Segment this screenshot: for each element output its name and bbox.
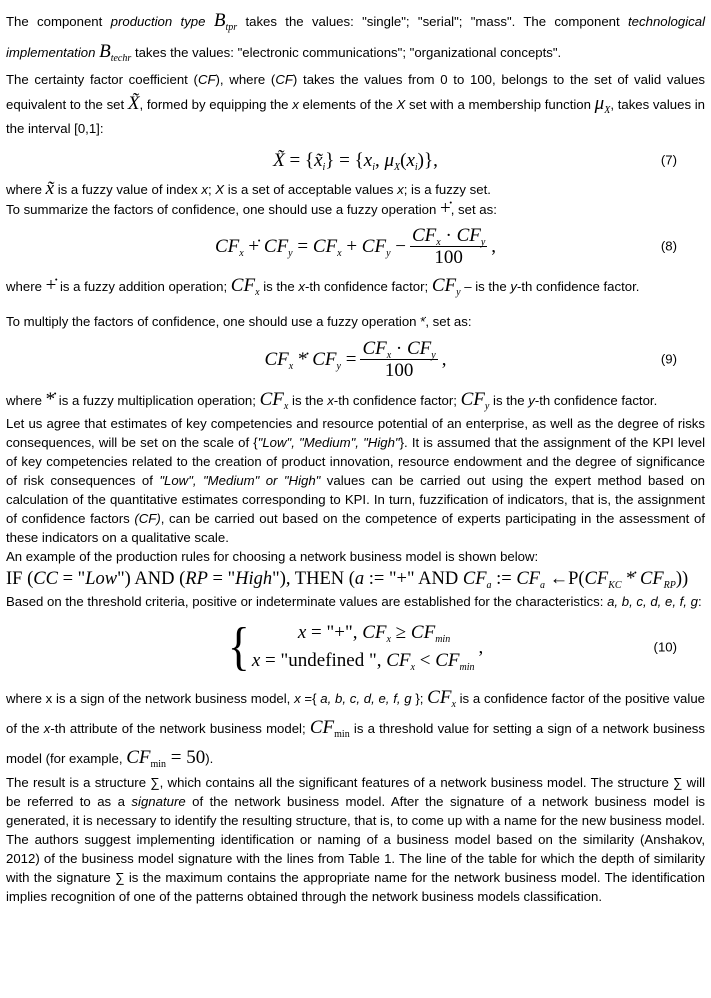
paragraph-production-type: The component production type $B_{tpr}$ takes the values: "single"; "serial"; "mass". The component technological implementation $B_{techr}$ takes the values: "electronic communications"; "organizational concepts". xyxy=(6,10,705,64)
equation-9-fraction: $\frac{CF_x \cdot CF_y}{100}$ xyxy=(362,337,436,381)
paragraph-production-rules: An example of the production rules for choosing a network business model is shown below: xyxy=(6,549,539,564)
paragraph-sign: where x is a sign of the network business model, x ={ a, b, c, d, e, f, g }; $CF_x$ is a confidence factor of the positive value of the x-th attribute of the network business model; $CF_{min}$ is a threshold value for setting a sign of a network business model (for example, $CF_{min} = 50$). xyxy=(6,687,705,770)
equation-8-fraction: $\frac{CF_x \cdot CF_y}{100}$ xyxy=(412,224,486,268)
symbol-x-tilde: X̃ xyxy=(127,93,140,114)
equation-8: $CF_x$ +̇ $CF_y = CF_x + CF_y$ − $\frac{CF_x \cdot CF_y}{100}$ , (8) xyxy=(214,224,677,268)
paragraph-multiply: To multiply the factors of confidence, one should use a fuzzy operation *̇, set as: xyxy=(6,314,472,329)
symbol-mu-x: $\mu_X$ xyxy=(594,93,611,116)
equation-8-body: $CF_x$ +̇ $CF_y = CF_x + CF_y$ − xyxy=(214,235,406,259)
equation-10-system: { x = "+", $CF_x \ge CF_{min}$ x = "undefined ", $CF_x < CF_{min}$ , xyxy=(227,617,484,676)
equation-7-body: X̃ = $\{x̃_i\} = \{x_i$, $\mu_X(x_i)$}, xyxy=(273,149,438,173)
paragraph-threshold: Based on the threshold criteria, positive or indeterminate values are established for the characteristics: a, b, c, d, e, f, g: xyxy=(6,594,702,609)
fuzzy-multiplication-icon: *̇ xyxy=(420,314,426,329)
paragraph-fuzzy-multiplication: where *̇ is a fuzzy multiplication operation; $CF_x$ is the x-th confidence factor; $CF_y$ is the y-th confidence factor. xyxy=(6,389,658,412)
paragraph-estimates: Let us agree that estimates of key competencies and resource potential of an enterprise, as well as the degree of risks consequences, will be set on the scale of {"Low", "Medium", "High"}. It is assumed that the assignment of the KPI level of key competencies related to the creation of product innovation, resource endowment and the degree of significance of risk consequences of "Low", "Medium" or "High" values can be carried out using the expert method based on calculation of the quantitative estimates corresponding to KPI. In turn, fuzzification of indicators, that is, the assignment of confidence factors (CF), can be carried out based on the competence of experts participating in the assessment of these indicators on a qualitative scale. xyxy=(6,416,706,545)
equation-9-number: (9) xyxy=(660,351,677,367)
symbol-b-tpr: $B_{tpr}$ xyxy=(213,10,238,33)
paragraph-certainty-factor: The certainty factor coefficient (CF), where (CF) takes the values from 0 to 100, belongs to the set of valid values equivalent to the set X̃, formed by equipping the x elements of the X set with a membership function $\mu_X$, takes values in the interval [0,1]: xyxy=(6,72,706,136)
paragraph-fuzzy-value: where x̃ is a fuzzy value of index x; X is a set of acceptable values x; is a fuzzy set. xyxy=(6,178,491,199)
production-rule: IF (CC = "Low") AND (RP = "High"), THEN (a := "+" AND $CF_a$ := $CF_a$ $\leftarrow P(CF_{KC}$ *̇ $CF_{RP}$)) xyxy=(6,569,689,591)
symbol-b-techr: $B_{techr}$ xyxy=(99,41,132,64)
fuzzy-addition-icon: +̇ xyxy=(439,198,451,219)
equation-7-number: (7) xyxy=(660,152,677,168)
equation-9: $CF_x$ *̇ $CF_y$ = $\frac{CF_x \cdot CF_y}{100}$ , (9) xyxy=(264,337,677,381)
equation-9-body: $CF_x$ *̇ $CF_y$ = xyxy=(264,348,357,372)
paragraph-fuzzy-addition: where +̇ is a fuzzy addition operation; $CF_x$ is the x-th confidence factor; $CF_y$ – is the y-th confidence factor. xyxy=(6,275,640,298)
equation-10 xyxy=(6,611,705,683)
equation-10-number: (10) xyxy=(653,639,677,655)
paragraph-summarize: To summarize the factors of confidence, one should use a fuzzy operation +̇, set as: xyxy=(6,198,497,219)
equation-7 xyxy=(6,141,705,179)
equation-8-number: (8) xyxy=(660,238,677,254)
paragraph-signature: The result is a structure ∑, which contains all the significant features of a network business model. The structure ∑ will be referred to as a signature of the network business model. After the signature of a network business model is generated, it is necessary to identify the resulting structure, that is, to come up with a name for the new business model. The authors suggest implementing identification or naming of a business model based on the similarity (Anshakov, 2012) of the business model signature with the lines from Table 1. The line of the table for which the depth of similarity with the signature ∑ is the maximum contains the appropriate name for the network business model. The identification implies recognition of one of the patterns obtained through the network business models classification. xyxy=(6,775,705,904)
